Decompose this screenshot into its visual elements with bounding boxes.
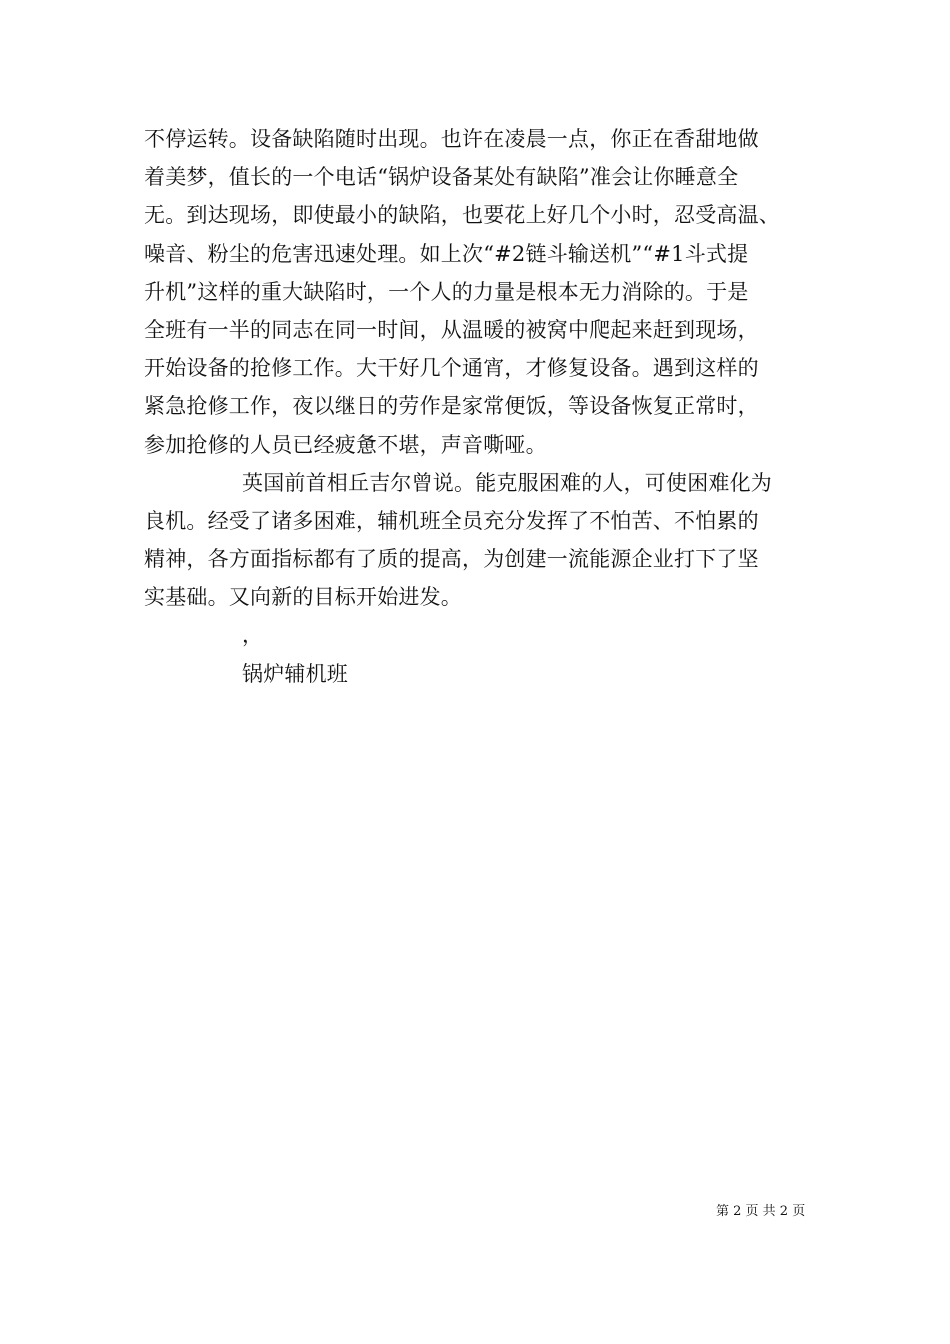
paragraph-1-line-1: 不停运转。设备缺陷随时出现。也许在凌晨一点，你正在香甜地做: [144, 127, 759, 151]
comma-line: ，: [242, 623, 264, 648]
paragraph-1-line-8: 紧急抢修工作，夜以继日的劳作是家常便饭，等设备恢复正常时，: [144, 394, 759, 419]
paragraph-1-line-5: 升机”这样的重大缺陷时，一个人的力量是根本无力消除的。于是: [144, 279, 749, 304]
page-indicator: 第 2 页 共 2 页: [716, 1204, 806, 1219]
paragraph-2-line-1: 英国前首相丘吉尔曾说。能克服困难的人，可使困难化为: [242, 470, 772, 495]
paragraph-1-line-6: 全班有一半的同志在同一时间，从温暖的被窝中爬起来赶到现场，: [144, 317, 759, 342]
paragraph-1-line-3: 无。到达现场，即使最小的缺陷，也要花上好几个小时，忍受高温、: [144, 203, 780, 228]
signature: 锅炉辅机班: [242, 661, 348, 686]
paragraph-1-line-2: 着美梦，值长的一个电话“锅炉设备某处有缺陷”准会让你睡意全: [144, 165, 739, 190]
paragraph-2-line-2: 良机。经受了诸多困难，辅机班全员充分发挥了不怕苦、不怕累的: [144, 508, 759, 533]
paragraph-1-line-4: 噪音、粉尘的危害迅速处理。如上次“#2链斗输送机”“#1斗式提: [144, 241, 749, 266]
paragraph-1-line-9: 参加抢修的人员已经疲惫不堪，声音嘶哑。: [144, 432, 547, 457]
paragraph-1-line-7: 开始设备的抢修工作。大干好几个通宵，才修复设备。遇到这样的: [144, 356, 759, 381]
document-body: [144, 120, 814, 693]
paragraph-2-line-4: 实基础。又向新的目标开始进发。: [144, 585, 462, 610]
paragraph-2-line-3: 精神，各方面指标都有了质的提高，为创建一流能源企业打下了坚: [144, 547, 759, 572]
